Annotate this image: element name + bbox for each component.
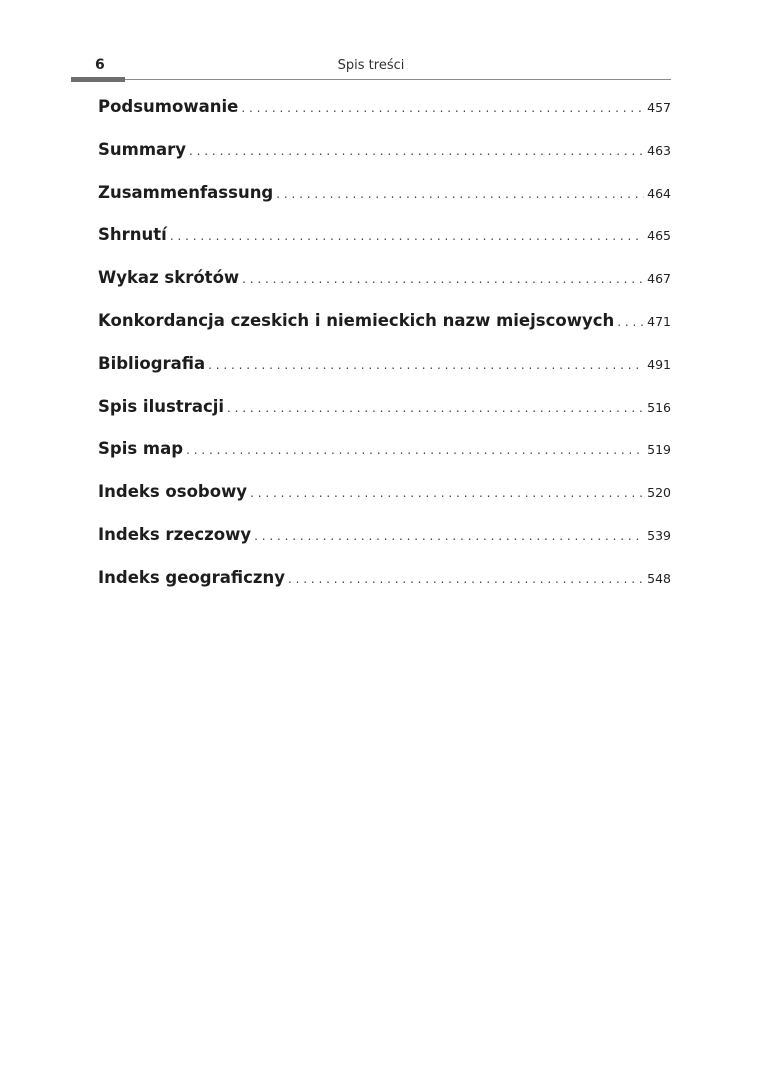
- running-title: Spis treści: [337, 58, 405, 73]
- toc-entry-title: Indeks rzeczowy: [98, 524, 252, 544]
- toc-entry-summary[interactable]: [98, 140, 671, 183]
- toc-entry-page: 539: [647, 527, 671, 543]
- toc-leader-dots: [189, 144, 644, 158]
- toc-entry-shrnuti[interactable]: [98, 225, 671, 268]
- toc-entry-title: Bibliografia: [98, 353, 206, 373]
- header-rule-accent: [71, 77, 125, 82]
- toc-leader-dots: [186, 443, 644, 457]
- toc-entry-spis-map[interactable]: [98, 439, 671, 482]
- toc-leader-dots: [242, 272, 644, 286]
- toc-leader-dots: [250, 486, 644, 500]
- toc-entry-page: 520: [647, 485, 671, 501]
- toc-leader-dots: [617, 315, 644, 329]
- toc-entry-indeks-geograficzny[interactable]: [98, 568, 671, 611]
- toc-entry-title: Konkordancja czeskich i niemieckich nazw miejscowych: [98, 310, 615, 330]
- toc-entry-podsumowanie[interactable]: [98, 97, 671, 140]
- toc-entry-page: 465: [647, 228, 671, 244]
- page-number: 6: [95, 57, 105, 73]
- toc-entry-title: Shrnutí: [98, 225, 167, 245]
- toc-leader-dots: [227, 401, 644, 415]
- toc-entry-title: Indeks geograficzny: [98, 567, 285, 587]
- toc-entry-spis-ilustracji[interactable]: [98, 397, 671, 440]
- toc-leader-dots: [276, 187, 644, 201]
- toc-entry-indeks-rzeczowy[interactable]: [98, 525, 671, 568]
- toc-entry-wykaz-skrotow[interactable]: [98, 268, 671, 311]
- toc-leader-dots: [288, 572, 644, 586]
- toc-entry-page: 457: [647, 100, 671, 115]
- toc-entry-page: 516: [647, 399, 671, 415]
- toc-entry-title: Spis ilustracji: [98, 396, 225, 416]
- toc-entry-page: 464: [647, 185, 671, 201]
- page-header: [71, 52, 671, 82]
- toc-entry-title: Summary: [98, 139, 187, 159]
- toc-entry-page: 519: [647, 442, 671, 458]
- toc-entry-indeks-osobowy[interactable]: [98, 482, 671, 525]
- header-rule: [71, 79, 671, 80]
- toc-entry-title: Indeks osobowy: [98, 482, 248, 502]
- toc-leader-dots: [170, 229, 644, 243]
- toc-entry-page: 467: [647, 271, 671, 287]
- toc-entry-page: 463: [647, 142, 671, 158]
- toc-entry-zusammenfassung[interactable]: [98, 183, 671, 226]
- toc-leader-dots: [241, 101, 644, 115]
- toc-entry-page: 548: [647, 570, 671, 586]
- toc-entry-bibliografia[interactable]: [98, 354, 671, 397]
- toc-leader-dots: [208, 358, 644, 372]
- toc-entry-title: Spis map: [98, 439, 184, 459]
- toc-entry-konkordancja[interactable]: [98, 311, 671, 354]
- toc-entry-title: Podsumowanie: [98, 97, 239, 116]
- toc-entry-title: Zusammenfassung: [98, 182, 274, 202]
- toc-leader-dots: [254, 529, 644, 543]
- toc-entry-page: 471: [647, 313, 671, 329]
- toc-entry-page: 491: [647, 356, 671, 372]
- table-of-contents: [98, 97, 671, 611]
- toc-entry-title: Wykaz skrótów: [98, 268, 240, 288]
